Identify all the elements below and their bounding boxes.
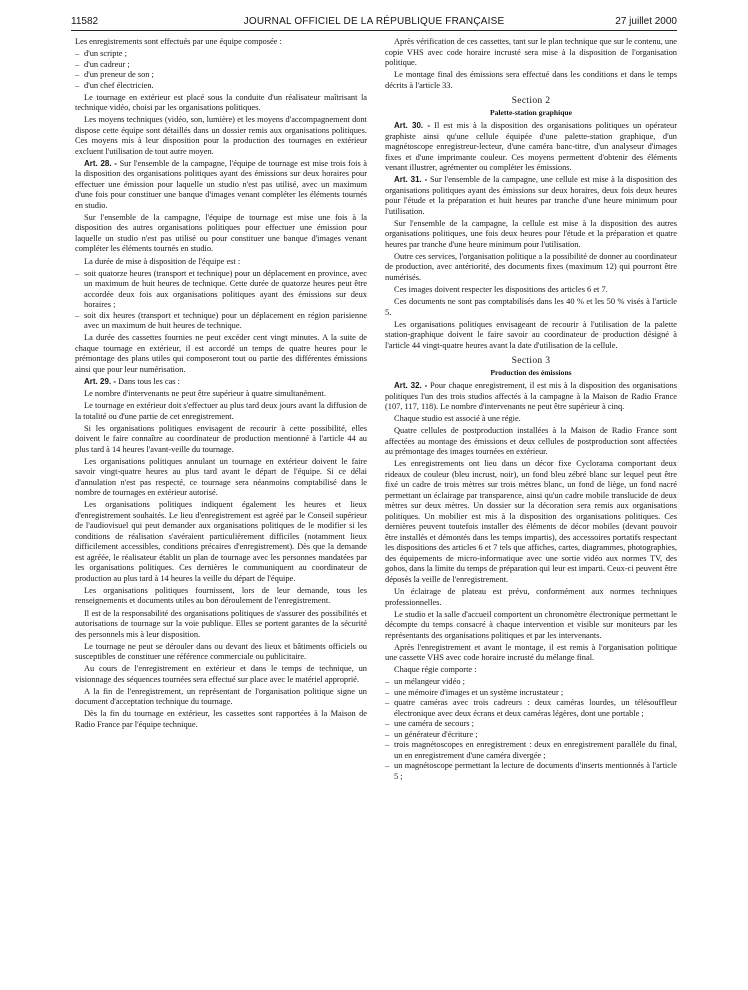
left-column — [75, 37, 367, 985]
list-item-text: un générateur d'écriture ; — [394, 729, 478, 739]
right-column — [385, 37, 677, 985]
paragraph: La durée des cassettes fournies ne peut excéder cent vingt minutes. A la suite de chaque tournage en extérieur, il est accordé un temps de quatre heures pour le prémontage des plans utiles qui composeront tout ou partie des différentes émissions ainsi que pour leur numérisation. — [75, 333, 367, 374]
article-label: Art. 29. - — [84, 376, 117, 386]
list-item-text: d'un cadreur ; — [84, 59, 130, 69]
list-item-text: une caméra de secours ; — [394, 719, 474, 729]
list-item: – une mémoire d'images et un système incrustateur ; — [385, 687, 564, 697]
paragraph: Le montage final des émissions sera effectué dans les conditions et dans le temps décrits à l'article 33. — [385, 70, 677, 90]
article-label: Art. 32. - — [394, 381, 428, 391]
paragraph: Si les organisations politiques envisagent de recourir à cette possibilité, elles doivent le faire connaître au coordinateur de production mentionné à l'article 44 au plus tard à 14 heures l'avant-veille du tournage. — [75, 423, 367, 454]
article-32 — [385, 381, 677, 413]
paragraph: Le studio et la salle d'accueil comportent un chronomètre électronique permettant le décompte du temps consacré à chaque intervention et visible sur moniteurs par les représentants des organisations politiques et par les intervenants. — [385, 609, 677, 640]
list-item: – un magnétoscope permettant la lecture de documents d'inserts mentionnés à l'article 5 ; — [385, 761, 677, 781]
list-item: – d'un chef électricien. — [75, 80, 154, 90]
list-item-text: quatre caméras avec trois cadreurs : deux caméras lourdes, un télésouffleur électronique avec deux écrans et deux caméras légères, dont une portable ; — [394, 698, 677, 718]
paragraph: La durée de mise à disposition de l'équipe est : — [84, 256, 241, 266]
article-text: Il est mis à la disposition des organisations politiques un opérateur graphiste ainsi qu'une cellule équipée d'une palette-station graphique, d'un magnétoscope enregistreur-lecteur, d'une caméra banc-titre, d'un analyseur d'images fixes et d'une imprimante couleur. Ces moyens permettent d'obtenir des éléments venant illustrer, agrémenter ou compléter les émissions. — [385, 121, 677, 173]
paragraph: Les organisations politiques envisageant de recourir à l'utilisation de la palette station-graphique doivent le faire savoir au coordinateur de production désigné à l'article 44 vingt-quatre heures avant la date d'utilisation de la cellule. — [385, 319, 677, 350]
paragraph: Chaque studio est associé à une régie. — [394, 414, 521, 424]
list-item: – d'un preneur de son ; — [75, 70, 154, 80]
paragraph: Dès la fin du tournage en extérieur, les cassettes sont rapportées à la Maison de Radio France par l'équipe technique. — [75, 709, 367, 729]
list-item: – trois magnétoscopes en enregistrement : deux en enregistrement parallèle du final, un en enregistrement d'une caméra divergée ; — [385, 740, 677, 760]
paragraph: Il est de la responsabilité des organisations politiques de s'assurer des possibilités et autorisations de tournage sur la voie publique. Elles se portent garantes de la sécurité des personnels mis à leur disposition. — [75, 608, 367, 639]
duration-list — [75, 269, 367, 332]
paragraph: Chaque régie comporte : — [394, 665, 477, 675]
article-text: Sur l'ensemble de la campagne, une cellule est mise à la disposition des organisations politiques ayant des émissions sur deux horaires, deux fois deux heures pour l'étude et la préparation et huit heures par tranche d'une heure minimum pour l'utilisation. — [385, 175, 677, 216]
paragraph: Après l'enregistrement et avant le montage, il est remis à l'organisation politique une cassette VHS avec code horaire incrusté du mélange final. — [385, 642, 677, 663]
paragraph: Quatre cellules de postproduction installées à la Maison de Radio France sont affectées au montage des émissions et deux cellules de postproduction sont affectées au prémontage des images tournées en extérieur. — [385, 426, 677, 457]
paragraph: Les organisations politiques annulant un tournage en extérieur doivent le faire savoir vingt-quatre heures au plus tard avant le départ de l'équipe. Si ce délai d'annulation n'est pas respecté, ce tournage sera néanmoins comptabilisé dans le nombre de tournages en extérieur autorisé. — [75, 456, 367, 498]
paragraph: Les moyens techniques (vidéo, son, lumière) et les moyens d'accompagnement dont dispose cette équipe sont détaillés dans un dossier remis aux organisations politiques. Ces moyens mis à leur disposition pour la production des tournages en extérieur excluent l'utilisation de tout autre moyen. — [75, 115, 367, 156]
paragraph: Les organisations politiques fournissent, lors de leur demande, tous les renseignements et documents utiles au bon déroulement de l'enregistrement. — [75, 585, 367, 606]
list-item-text: soit quatorze heures (transport et technique) pour un déplacement en province, avec un maximum de huit heures de technique. Cette durée de quatorze heures peut être accordée deux fois aux organisations politiques ayant des émissions sur deux horaires ; — [84, 268, 367, 310]
section-subtitle: Palette-station graphique — [489, 107, 573, 117]
paragraph: Ces images doivent respecter les dispositions des articles 6 et 7. — [394, 284, 608, 294]
list-item-text: d'un chef électricien. — [84, 80, 154, 90]
paragraph: Au cours de l'enregistrement en extérieur et dans le temps de technique, un visionnage des séquences tournées sera effectué sur place avec le matériel approprié. — [75, 664, 367, 684]
paragraph: A la fin de l'enregistrement, un représentant de l'organisation politique signe un document d'acceptation technique du tournage. — [75, 686, 367, 707]
regie-equipment-list — [385, 677, 677, 782]
paragraph: Ces documents ne sont pas comptabilisés dans les 40 % et les 50 % visés à l'article 5. — [385, 297, 677, 317]
article-28 — [75, 159, 367, 212]
paragraph: Le tournage ne peut se dérouler dans ou devant des lieux et bâtiments officiels ou susceptibles de constituer une référence commerciale ou publicitaire. — [75, 641, 367, 662]
article-text: Dans tous les cas : — [116, 376, 180, 386]
article-29 — [75, 377, 367, 388]
list-item-text: un magnétoscope permettant la lecture de documents d'inserts mentionnés à l'article 5 ; — [394, 761, 677, 781]
running-header — [71, 14, 677, 31]
paragraph: Sur l'ensemble de la campagne, l'équipe de tournage est mise une fois à la disposition des autres organisations politiques pour effectuer une émission pour laquelle un studio n'est pas utilisé ou pour constituer une banque d'images venant compléter les éléments tournés en studio. — [75, 212, 367, 254]
list-item-text: d'un preneur de son ; — [84, 70, 154, 80]
list-item: – d'un cadreur ; — [75, 59, 130, 69]
list-item-text: d'un scripte ; — [84, 49, 127, 59]
paragraph: Après vérification de ces cassettes, tant sur le plan technique que sur le contenu, une copie VHS avec code horaire incrusté sera mise à la disposition de l'organisation politique. — [385, 37, 677, 67]
article-30 — [385, 121, 677, 174]
list-item-text: trois magnétoscopes en enregistrement : deux en enregistrement parallèle du final, un en enregistrement d'une caméra divergée ; — [394, 740, 677, 760]
article-label: Art. 30. - — [394, 121, 431, 131]
paragraph: Outre ces services, l'organisation politique a la possibilité de donner au coordinateur de production, avec antériorité, des documents fixes (maximum 12) qui pourront être numérisés. — [385, 251, 677, 282]
list-item-text: une mémoire d'images et un système incrustateur ; — [394, 687, 564, 697]
paragraph: Les organisations politiques indiquent également les heures et lieux d'enregistrement souhaités. Le lieu d'enregistrement est agréé par le Conseil supérieur de l'audiovisuel qui peut demander aux organisations politiques de le modifier si les conditions de réalisation s'avéraient particulièrement difficiles (notamment lieux difficilement accessibles, conditions précaires d'enregistrement). Dès que la demande est agréée, le réalisateur établit un plan de tournage avec les personnes mandatées par les organisations politiques. Ces dernières le communiquent au coordinateur de production au plus tard à 14 heures la veille du départ de l'équipe. — [75, 500, 367, 583]
journal-title: JOURNAL OFFICIEL DE LA RÉPUBLIQUE FRANÇAISE — [243, 16, 505, 27]
paragraph: Les enregistrements ont lieu dans un décor fixe Cyclorama comportant deux rideaux de couleur (bleu incrust, noir), un fond bleu zébré blanc sur lequel peut être fixé un cadre de trois mètres sur trois mètres blanc, un fond de liège, un fond nacré permettant un éclairage par transparence, ainsi qu'un cadre mobile translucide de deux mètres sur deux mètres. Un dossier sur la décoration sera remis aux organisations politiques. Un mobilier est mis à la disposition des organisations politiques. Ces dernières peuvent toutefois installer des éléments de décor mobiles (devant pouvoir être installés et démontés dans les temps impartis), des accessoires portatifs respectant les dispositions des articles 6 et 7 tels que affiches, cartes, diagrammes, photographies, des équipements de micro-informatique avec une sortie vidéo aux normes TV, des gobos, dans la limite du temps de préparation qui leur est imparti. Ceux-ci peuvent être déposés la veille de l'enregistrement. — [385, 459, 677, 584]
paragraph: Sur l'ensemble de la campagne, la cellule est mise à la disposition des autres organisations politiques, une fois deux heures pour l'étude et la préparation et quatre heures par tranche d'une heure minimum pour l'utilisation. — [385, 218, 677, 249]
list-item-text: un mélangeur vidéo ; — [394, 677, 465, 687]
list-item: – quatre caméras avec trois cadreurs : deux caméras lourdes, un télésouffleur électronique avec deux écrans et deux caméras légères, dont une portable ; — [385, 698, 677, 718]
article-text: Pour chaque enregistrement, il est mis à la disposition des organisations politiques l'un des trois studios affectés à la campagne à la Maison de Radio France (107, 117, 118). Le nombre d'intervenants ne peut être supérieur à cinq. — [385, 381, 677, 412]
paragraph: Le tournage en extérieur est placé sous la conduite d'un réalisateur maîtrisant la technique vidéo, choisi par les organisations politiques. — [75, 92, 367, 113]
issue-date: 27 juillet 2000 — [615, 16, 677, 27]
article-label: Art. 28. - — [84, 158, 117, 168]
article-text: Sur l'ensemble de la campagne, l'équipe de tournage est mise trois fois à la disposition des organisations politiques ayant des émissions sur deux horaires pour effectuer une émission pour laquelle un studio n'est pas utilisé, avec un maximum d'une fois pour constituer une banque d'images venant compléter les éléments tournés en studio. — [75, 158, 367, 210]
paragraph: Le nombre d'intervenants ne peut être supérieur à quatre simultanément. — [84, 388, 326, 398]
list-item: – soit quatorze heures (transport et technique) pour un déplacement en province, avec un maximum de huit heures de technique. Cette durée de quatorze heures peut être accordée deux fois aux organisations politiques ayant des émissions sur deux horaires ; — [75, 268, 367, 310]
crew-list — [75, 49, 367, 91]
list-item-text: soit dix heures (transport et technique) pour un déplacement en région parisienne avec un maximum de huit heures de technique. — [84, 310, 367, 331]
paragraph: Le tournage en extérieur doit s'effectuer au plus tard deux jours avant la diffusion de la totalité ou d'une partie de cet enregistrement. — [75, 401, 367, 421]
list-item: – un générateur d'écriture ; — [385, 729, 478, 739]
list-item: – soit dix heures (transport et technique) pour un déplacement en région parisienne avec un maximum de huit heures de technique. — [75, 310, 367, 331]
list-item: – une caméra de secours ; — [385, 719, 474, 729]
list-item: – d'un scripte ; — [75, 49, 127, 59]
section-heading: Section 3 — [511, 355, 551, 367]
paragraph: Un éclairage de plateau est prévu, conformément aux normes techniques professionnelles. — [385, 587, 677, 607]
article-label: Art. 31. - — [394, 175, 428, 185]
paragraph: Les enregistrements sont effectués par une équipe composée : — [75, 37, 282, 46]
list-item: – un mélangeur vidéo ; — [385, 677, 465, 687]
article-31 — [385, 175, 677, 217]
section-subtitle: Production des émissions — [490, 367, 572, 377]
section-heading: Section 2 — [511, 95, 551, 107]
page-number: 11582 — [71, 16, 99, 27]
